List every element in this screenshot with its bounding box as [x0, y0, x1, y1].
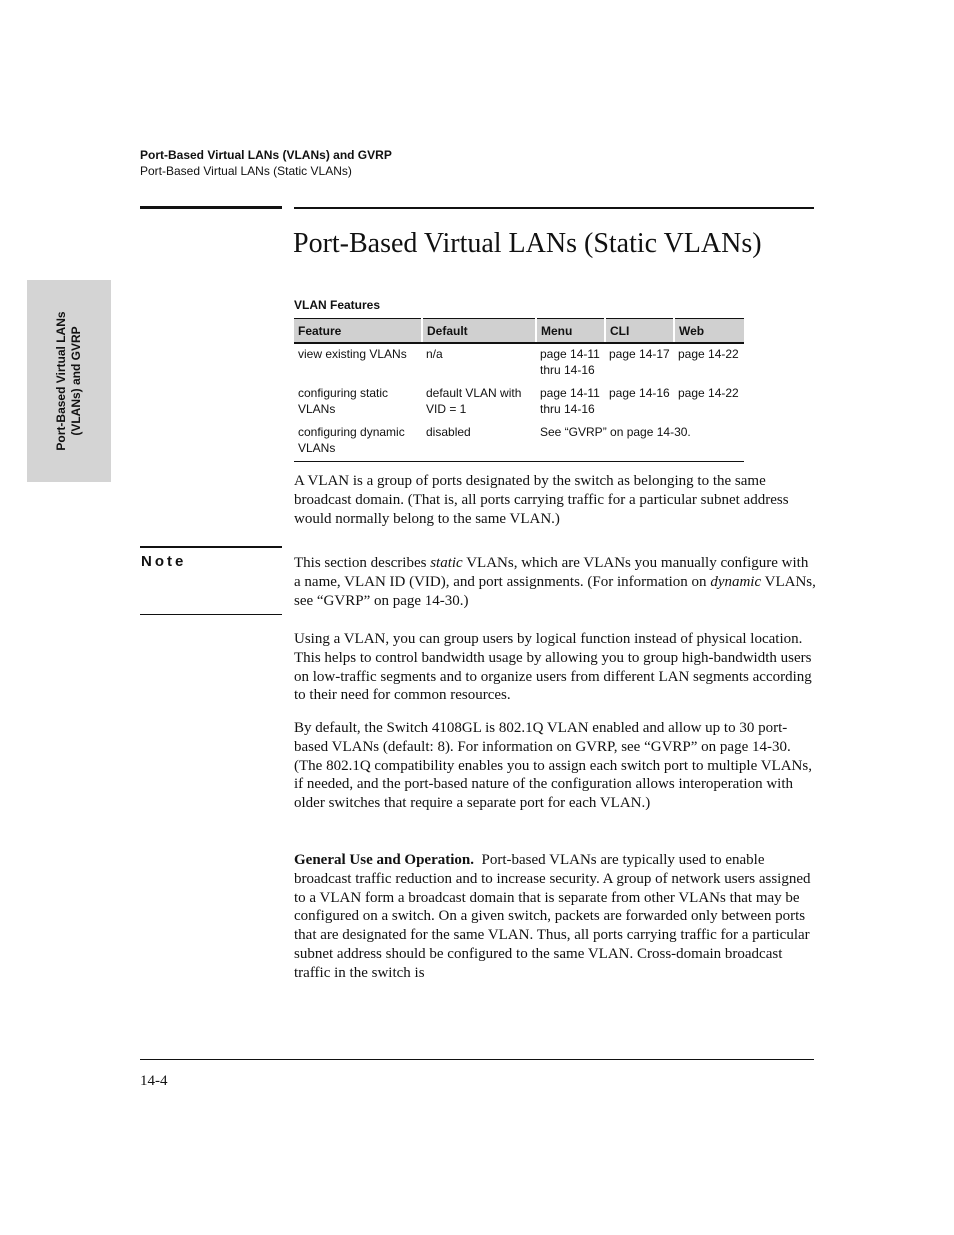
table-caption: VLAN Features [294, 298, 381, 312]
general-use-heading: General Use and Operation. [294, 852, 474, 868]
note-rule-bottom [140, 614, 282, 615]
cell-default: n/a [426, 347, 443, 361]
note-text-part-2: VLANs, which are VLANs you manually configure with a name, VLAN ID (VID), and port assignments. (For information on [294, 555, 809, 590]
cell-menu-cli-web: See “GVRP” on page 14-30. [536, 422, 744, 462]
cell-menu: page 14-11 thru 14-16 [540, 386, 600, 416]
page-title: Port-Based Virtual LANs (Static VLANs) [293, 228, 762, 259]
note-static-word: static [430, 555, 463, 571]
vlan-features-table [294, 318, 744, 462]
running-head-section: Port-Based Virtual LANs (Static VLANs) [140, 164, 352, 178]
cell-feature: view existing VLANs [298, 347, 407, 361]
cell-web: page 14-22 [678, 386, 739, 400]
column-header-web: Web [674, 319, 744, 344]
table-row [294, 422, 744, 462]
running-head-chapter: Port-Based Virtual LANs (VLANs) and GVRP [140, 148, 392, 162]
intro-paragraph: A VLAN is a group of ports designated by the switch as belonging to the same broadcast domain. (That is, all ports carrying traffic for a particular subnet address would normally belong to the same VLAN.) [294, 473, 789, 527]
table-row [294, 343, 744, 383]
note-rule-top [140, 546, 282, 548]
column-header-menu: Menu [536, 319, 605, 344]
cell-default: disabled [422, 422, 536, 462]
default-config-paragraph: By default, the Switch 4108GL is 802.1Q VLAN enabled and allow up to 30 port-based VLANs (default: 8). For information on GVRP, see “GVRP” on page 14-30. (The 802.1Q compatibility enables you to assign each switch port to multiple VLANs, if needed, and the port-based nature of the configuration allows interoperation with older switches that require a separate port for each VLAN.) [294, 720, 812, 812]
cell-feature: configuring dynamic VLANs [294, 422, 422, 462]
general-use-paragraph [294, 851, 816, 983]
page-number: 14-4 [140, 1073, 168, 1089]
header-rule-left [140, 206, 282, 209]
table-header-row [294, 319, 744, 344]
note-label: Note [141, 553, 187, 570]
cell-web: page 14-22 [678, 347, 739, 361]
column-header-cli: CLI [605, 319, 674, 344]
side-tab-line-1: Port-Based Virtual LANs [54, 311, 68, 451]
note-text [294, 554, 816, 610]
note-text-part-3: VLANs, see “GVRP” on page 14-30.) [294, 573, 816, 609]
chapter-side-tab [27, 280, 111, 482]
column-header-feature: Feature [294, 319, 422, 344]
note-dynamic-word: dynamic [710, 573, 762, 590]
table-row [294, 383, 744, 422]
cell-cli: page 14-16 [609, 386, 670, 400]
general-use-body: Port-based VLANs are typically used to enable broadcast traffic reduction and to increase security. A group of network users assigned to a VLAN form a broadcast domain that is separate from other VLANs that may be configured on a switch. On a given switch, packets are forwarded only between ports that are designated for the same VLAN. Thus, all ports carrying traffic for a particular subnet address should be configured to the same VLAN. Cross-domain broadcast traffic in the switch is [294, 852, 811, 981]
note-text-part-1: This section describes [294, 555, 427, 571]
header-rule-right [294, 207, 814, 209]
cell-feature: configuring static VLANs [298, 386, 389, 416]
cell-menu: page 14-11 thru 14-16 [540, 347, 600, 377]
chapter-side-tab-label [54, 280, 84, 482]
cell-default: default VLAN with VID = 1 [426, 386, 522, 416]
vlan-use-paragraph: Using a VLAN, you can group users by logical function instead of physical location. This helps to control bandwidth usage by allowing you to group high-bandwidth users on low-traffic segments and to organize users from different LAN segments according to their need for common resources. [294, 631, 812, 704]
side-tab-line-2: (VLANs) and GVRP [69, 326, 83, 436]
cell-cli: page 14-17 [609, 347, 670, 361]
column-header-default: Default [422, 319, 536, 344]
footer-rule [140, 1059, 814, 1060]
